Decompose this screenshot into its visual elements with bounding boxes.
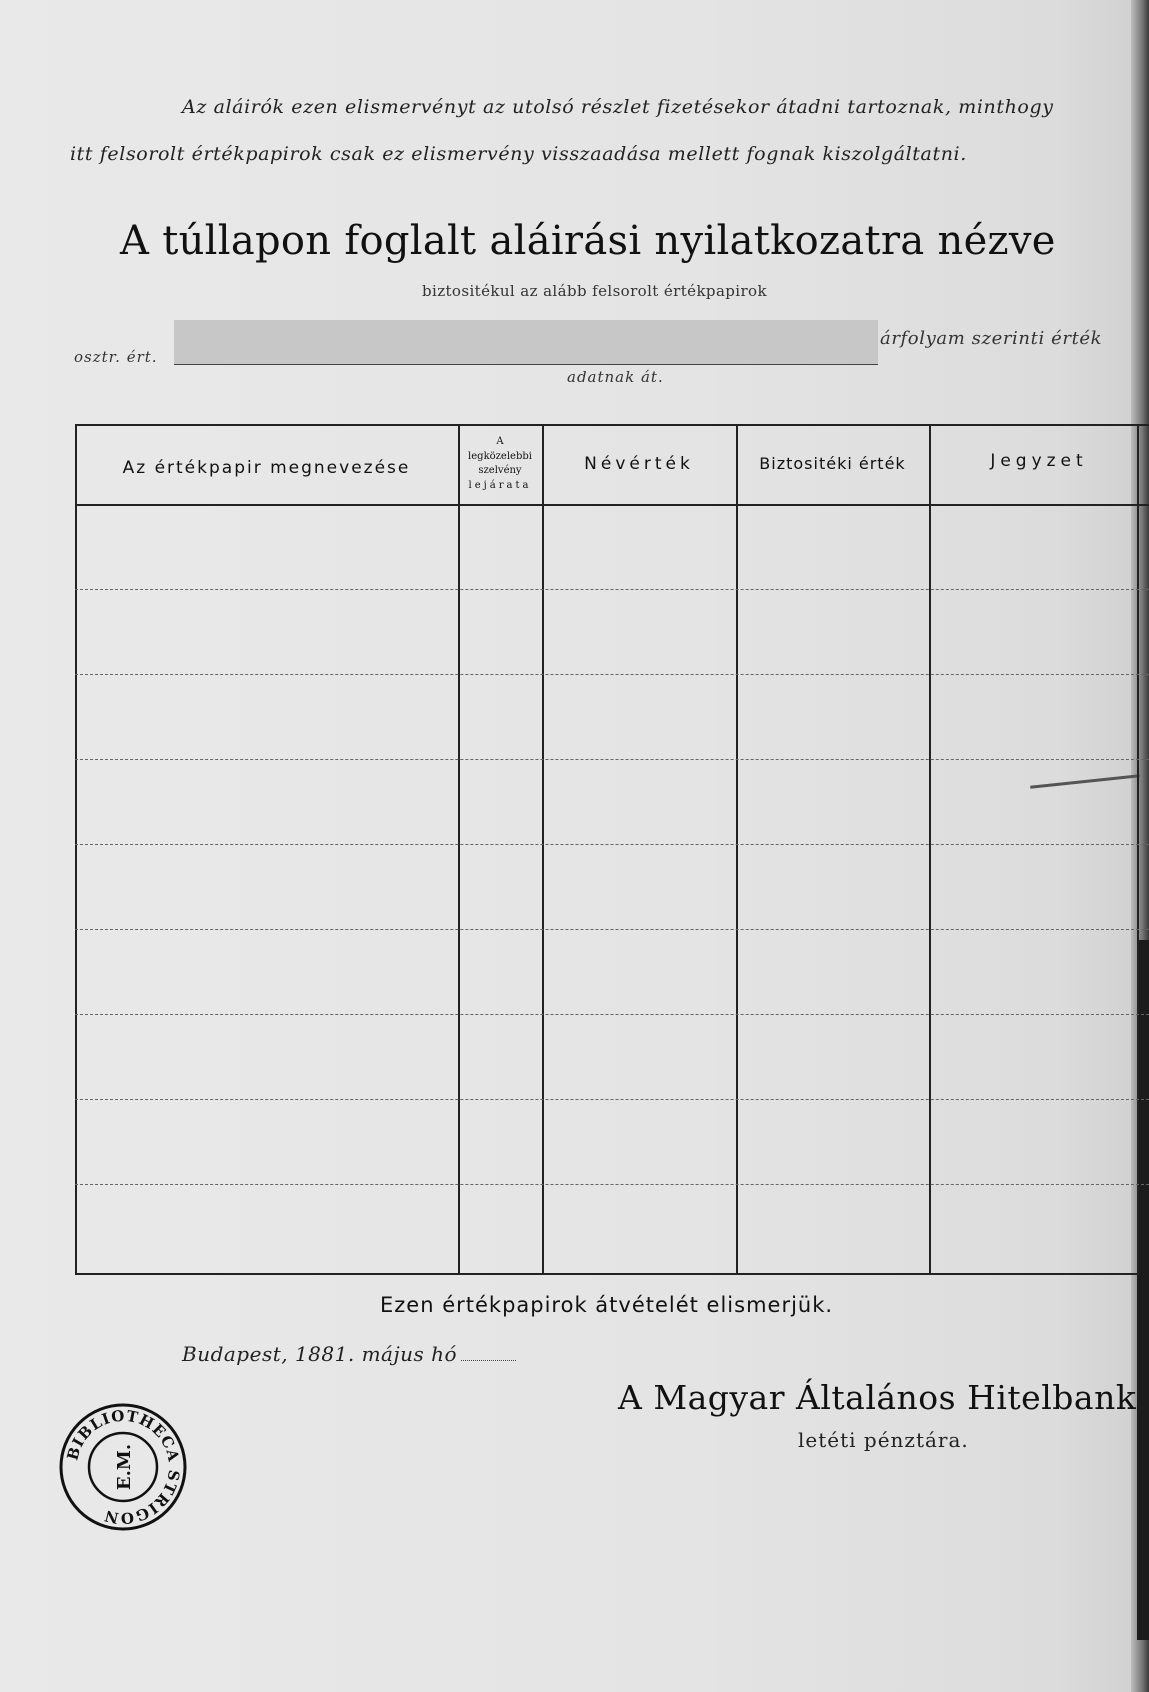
header-coupon-line: A bbox=[496, 436, 504, 447]
intro-line-2: itt felsorolt értékpapirok csak ez elismervény visszaadása mellett fognak kiszolgáltatni. bbox=[70, 143, 967, 165]
value-after: adatnak át. bbox=[567, 368, 664, 386]
table-col-rule bbox=[736, 424, 738, 1275]
place-date bbox=[182, 1342, 516, 1366]
table-col-rule bbox=[75, 424, 77, 1275]
header-security-name: Az értékpapir megnevezése bbox=[122, 458, 411, 478]
bank-name: A Magyar Általános Hitelbank bbox=[618, 1378, 1137, 1417]
stamp-inner-text: E.M. bbox=[114, 1443, 135, 1491]
header-coupon-due bbox=[458, 424, 542, 504]
acknowledgement-text: Ezen értékpapirok átvételét elismerjük. bbox=[380, 1293, 834, 1317]
table-row[interactable] bbox=[75, 1099, 1149, 1100]
header-coupon-line: szelvény bbox=[478, 465, 522, 476]
section-subheading: biztositékul az alább felsorolt értékpapirok bbox=[422, 282, 767, 300]
table-row[interactable] bbox=[75, 844, 1149, 845]
securities-table bbox=[75, 424, 1149, 1275]
table-col-rule bbox=[458, 424, 460, 1275]
table-row[interactable] bbox=[75, 1184, 1149, 1185]
table-row[interactable] bbox=[75, 929, 1149, 930]
intro-line-1: Az aláirók ezen elismervényt az utolsó részlet fizetésekor átadni tartoznak, minthogy bbox=[182, 96, 1054, 118]
value-prefix: osztr. ért. bbox=[74, 348, 158, 366]
header-security-value: Biztositéki érték bbox=[759, 453, 906, 473]
date-fill-line[interactable] bbox=[461, 1360, 516, 1361]
table-col-rule bbox=[542, 424, 544, 1275]
header-coupon-line: legközelebbi bbox=[468, 450, 532, 462]
table-row[interactable] bbox=[75, 589, 1149, 590]
library-stamp bbox=[58, 1402, 188, 1532]
table-bottom-rule bbox=[75, 1273, 1139, 1275]
header-coupon-line: lejárata bbox=[468, 479, 532, 491]
value-suffix: árfolyam szerinti érték bbox=[880, 328, 1103, 349]
table-row[interactable] bbox=[75, 759, 1149, 760]
header-nominal-value: Névérték bbox=[584, 454, 694, 474]
bank-department: letéti pénztára. bbox=[798, 1428, 969, 1452]
stamp-outer-text: BIBLIOTHECA STRIGON bbox=[63, 1406, 184, 1528]
place-date-text: Budapest, 1881. május hó bbox=[182, 1342, 458, 1366]
table-row[interactable] bbox=[75, 674, 1149, 675]
section-heading: A túllapon foglalt aláirási nyilatkozatra nézve bbox=[120, 218, 1056, 264]
table-header-rule bbox=[75, 504, 1149, 506]
value-fill-line[interactable] bbox=[174, 320, 878, 365]
table-col-rule bbox=[929, 424, 931, 1275]
table-col-rule bbox=[1137, 424, 1139, 1275]
table-row[interactable] bbox=[75, 1014, 1149, 1015]
header-note: Jegyzet bbox=[990, 451, 1088, 471]
